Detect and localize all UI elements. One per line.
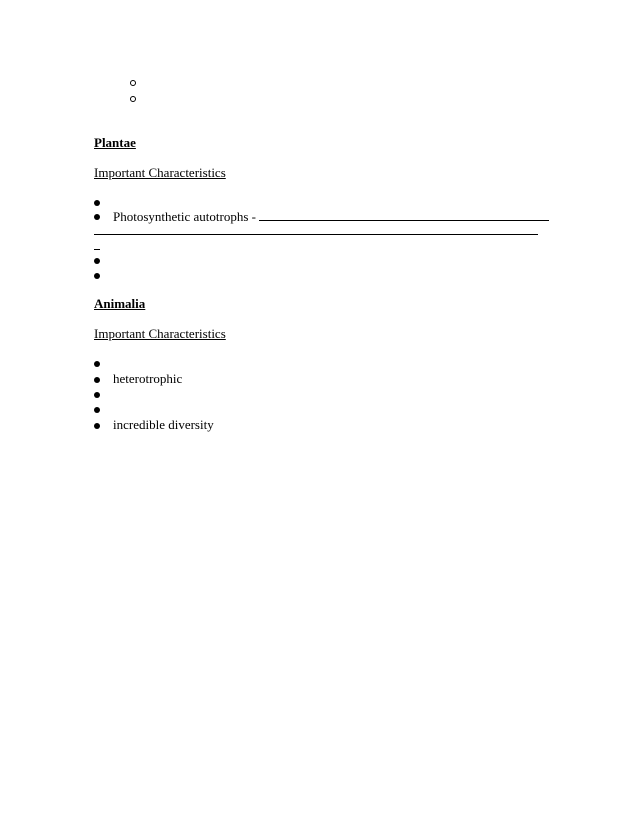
bullet-icon — [94, 423, 100, 429]
bullet-icon — [94, 258, 100, 264]
bullet-icon — [94, 407, 100, 413]
list-item-label: incredible diversity — [113, 417, 214, 432]
list-item-label: heterotrophic — [113, 371, 183, 386]
bullet-icon — [94, 392, 100, 398]
bullet-icon — [94, 214, 100, 220]
bullet-icon — [94, 377, 100, 383]
fill-in-blank-stub — [94, 249, 100, 250]
animalia-heading: Animalia — [94, 296, 146, 311]
bullet-icon — [94, 273, 100, 279]
plantae-subheading: Important Characteristics — [94, 165, 226, 180]
fill-in-blank — [259, 208, 549, 221]
animalia-subheading: Important Characteristics — [94, 326, 226, 341]
list-item-text — [113, 208, 549, 224]
fill-in-blank-line — [94, 234, 538, 235]
hollow-bullet-icon — [130, 80, 136, 86]
list-item-label: Photosynthetic autotrophs - — [113, 209, 260, 224]
hollow-bullet-icon — [130, 96, 136, 102]
bullet-icon — [94, 361, 100, 367]
plantae-heading: Plantae — [94, 135, 136, 150]
bullet-icon — [94, 200, 100, 206]
